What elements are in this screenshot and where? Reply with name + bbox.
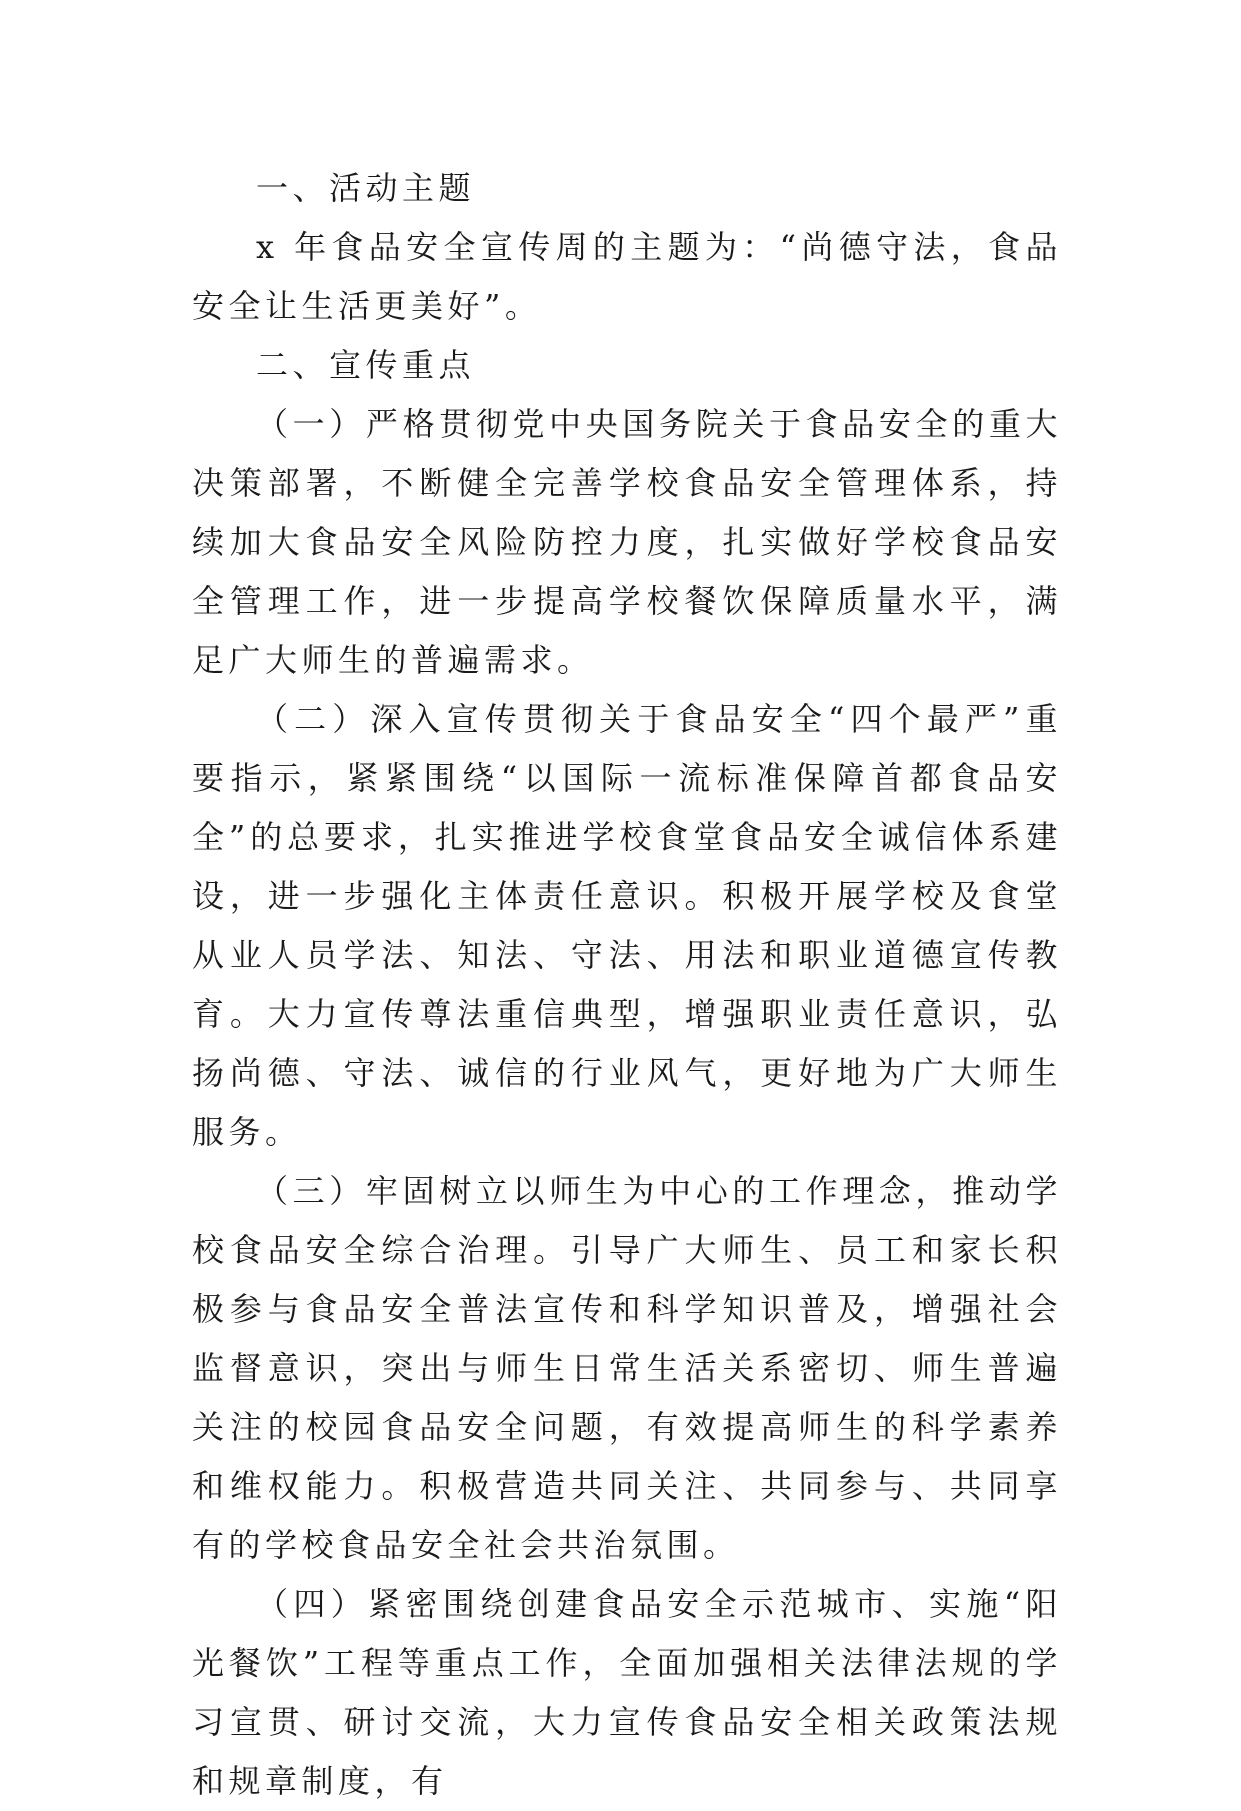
paragraph-theme: x 年食品安全宣传周的主题为：“尚德守法，食品安全让生活更美好”。 [192, 228, 1062, 325]
paragraph-focus-3: （三）牢固树立以师生为中心的工作理念，推动学校食品安全综合治理。引导广大师生、员工和家长积极参与食品安全普法宣传和科学知识普及，增强社会监督意识，突出与师生日常生活关系密切、师生普遍关注的校园食品安全问题，有效提高师生的科学素养和维权能力。积极营造共同关注、共同参与、共同享有的学校食品安全社会共治氛围。 [192, 1172, 1062, 1564]
document-body [192, 159, 1062, 1811]
paragraph-focus-4: （四）紧密围绕创建食品安全示范城市、实施“阳光餐饮”工程等重点工作，全面加强相关法律法规的学习宣贯、研讨交流，大力宣传食品安全相关政策法规和规章制度，有 [192, 1585, 1062, 1800]
section-heading-theme: 一、活动主题 [256, 169, 476, 207]
section-heading-focus: 二、宣传重点 [256, 346, 476, 384]
paragraph-focus-2: （二）深入宣传贯彻关于食品安全“四个最严”重要指示，紧紧围绕“以国际一流标准保障首都食品安全”的总要求，扎实推进学校食堂食品安全诚信体系建设，进一步强化主体责任意识。积极开展学校及食堂从业人员学法、知法、守法、用法和职业道德宣传教育。大力宣传尊法重信典型，增强职业责任意识，弘扬尚德、守法、诚信的行业风气，更好地为广大师生服务。 [192, 700, 1062, 1151]
paragraph-focus-1: （一）严格贯彻党中央国务院关于食品安全的重大决策部署，不断健全完善学校食品安全管理体系，持续加大食品安全风险防控力度，扎实做好学校食品安全管理工作，进一步提高学校餐饮保障质量水平，满足广大师生的普遍需求。 [192, 405, 1062, 679]
